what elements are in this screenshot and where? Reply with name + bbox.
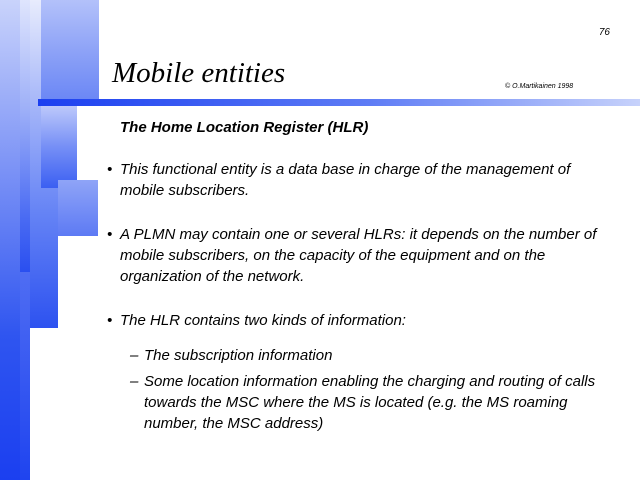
copyright-notice: © O.Martikainen 1998 [505, 83, 574, 90]
decor-bar-1 [0, 0, 20, 480]
decor-bar-6 [41, 104, 77, 188]
page-number: 76 [598, 27, 610, 38]
bullet-item [107, 224, 607, 287]
section-subtitle: The Home Location Register (HLR) [120, 119, 369, 136]
title-divider-bar [38, 99, 640, 106]
bullet-item [107, 159, 607, 201]
bullet-marker: • [107, 226, 113, 243]
decor-bar-7 [58, 180, 98, 236]
bullet-text: This functional entity is a data base in charge of the management of mobile subscribers. [120, 161, 571, 199]
sub-bullet-marker: – [130, 373, 139, 390]
decor-bar-5 [41, 0, 99, 100]
sub-bullet-marker: – [130, 347, 139, 364]
bullet-text: The HLR contains two kinds of information: [120, 312, 406, 329]
bullet-marker: • [107, 312, 113, 329]
sub-bullet-item [130, 371, 610, 434]
bullet-text: A PLMN may contain one or several HLRs: it depends on the number of mobile subscribers, on the capacity of the equipment and on the organization of the network. [120, 226, 597, 285]
slide-title: Mobile entities [112, 57, 286, 89]
bullet-marker: • [107, 161, 113, 178]
sub-bullet-item [130, 345, 610, 366]
sub-bullet-text: Some location information enabling the charging and routing of calls towards the MSC where the MS is located (e.g. the MS roaming number, the MSC address) [144, 373, 596, 432]
bullet-item [107, 310, 607, 331]
sub-bullet-text: The subscription information [144, 347, 333, 364]
